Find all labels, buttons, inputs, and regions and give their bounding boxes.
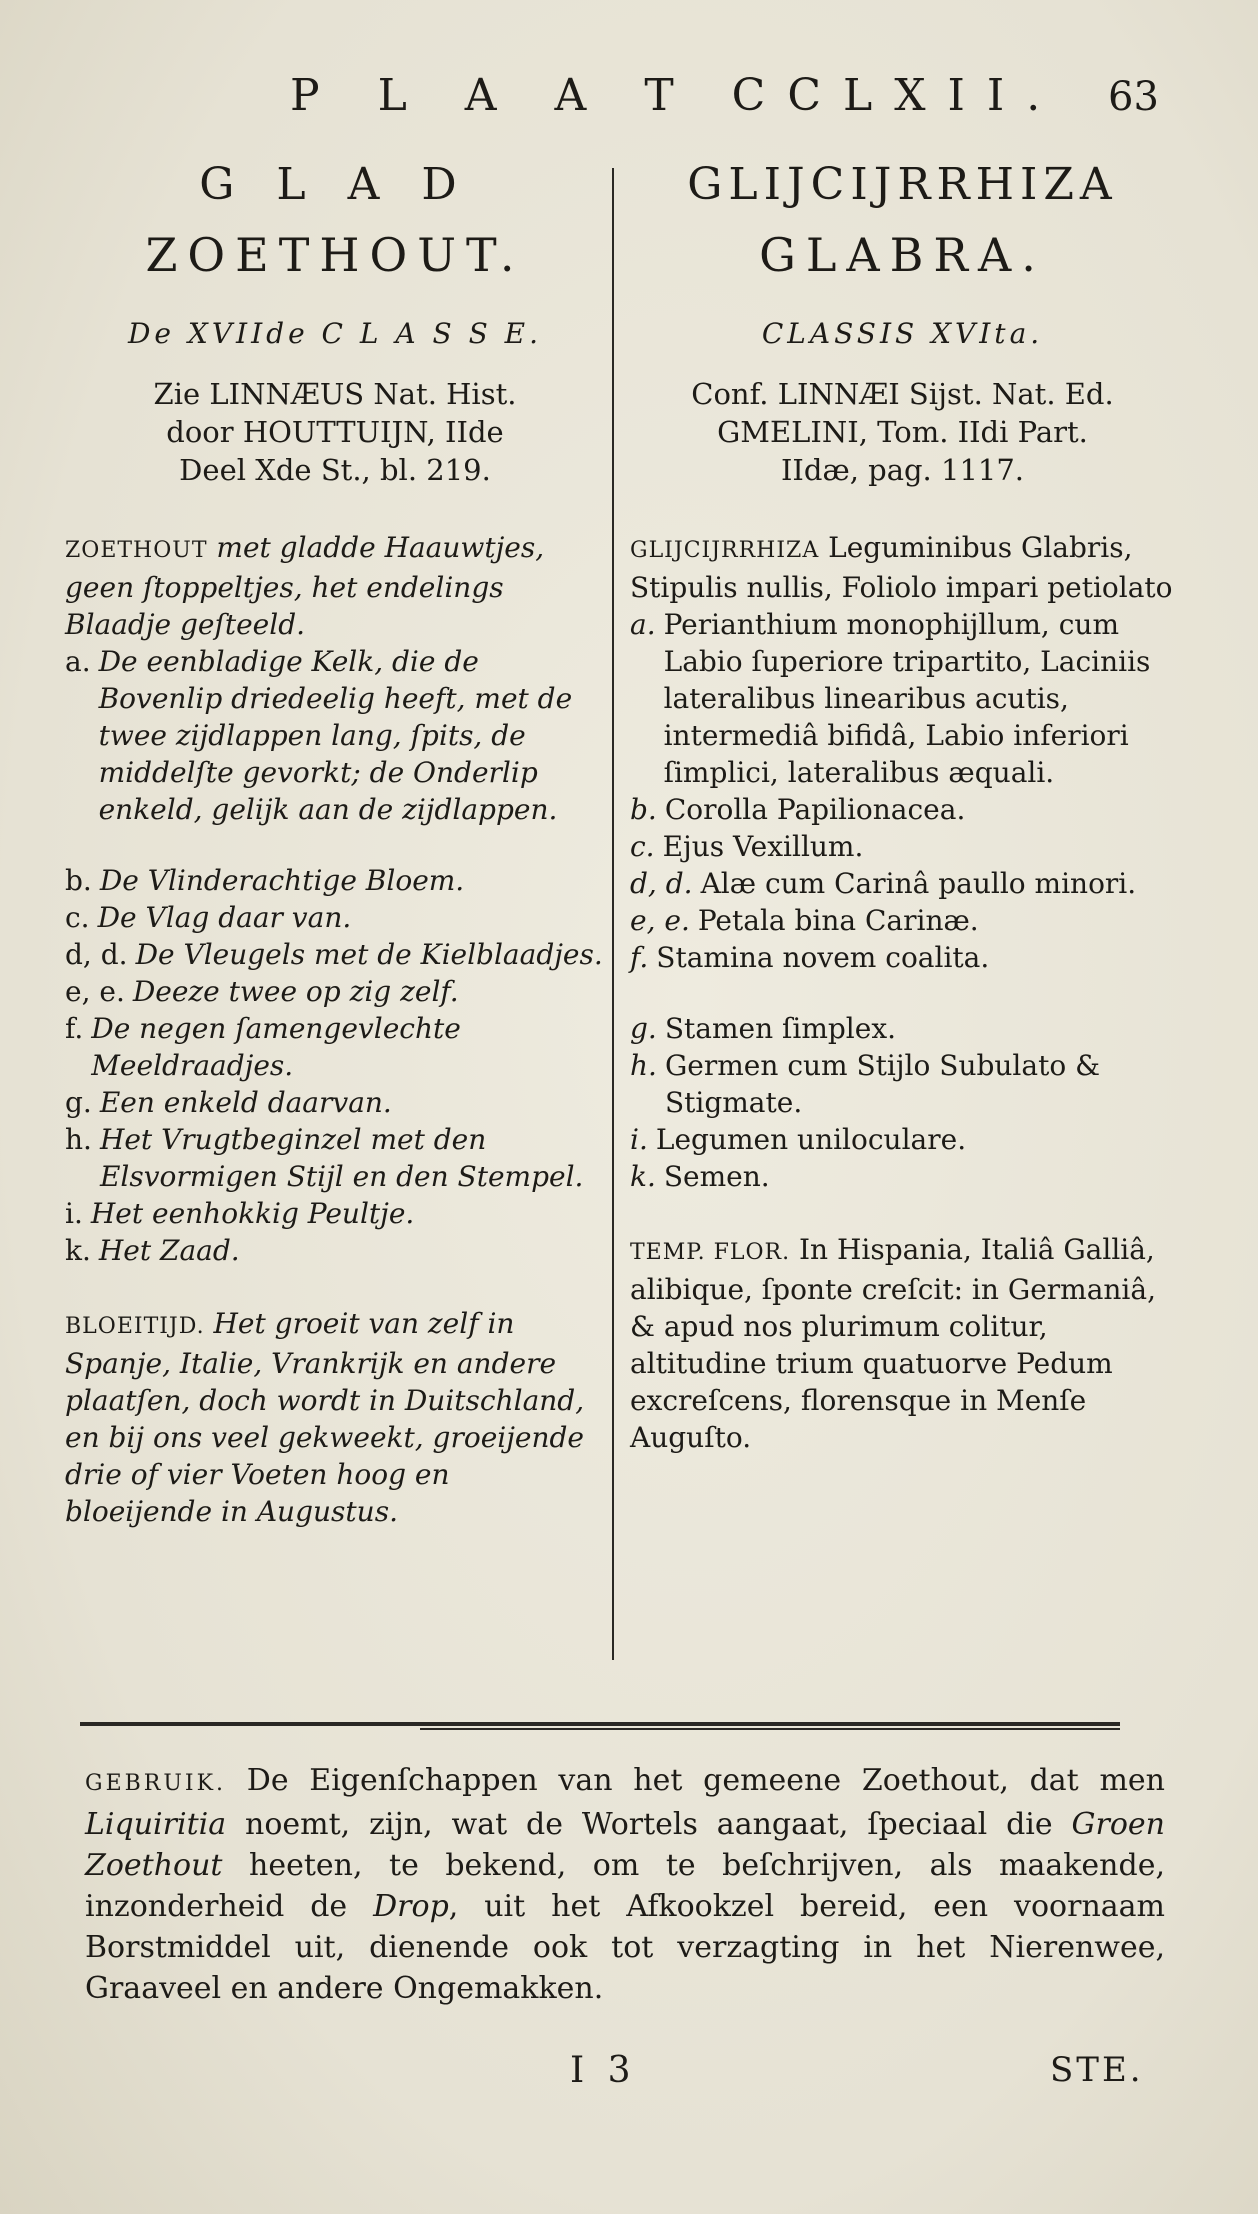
- item-label: d, d.: [630, 867, 693, 900]
- item-text: De negen ſamengevlechte Meeldraadjes.: [91, 1012, 461, 1082]
- item-label: e, e.: [630, 904, 690, 937]
- latin-intro-lead: GLIJCIJRRHIZA: [630, 538, 820, 563]
- latin-title-line1: GLIJCIJRRHIZA: [687, 159, 1118, 210]
- item-text: De Vleugels met de Kielblaadjes.: [135, 938, 603, 971]
- dutch-flowering-lead: BLOEITIJD.: [65, 1314, 205, 1339]
- item-label: i.: [630, 1123, 648, 1156]
- latin-item: [630, 865, 1175, 902]
- item-label: f.: [65, 1012, 84, 1045]
- latin-item: [630, 902, 1175, 939]
- item-text: Het eenhokkig Peultje.: [90, 1197, 415, 1230]
- latin-reference-line: Conf. LINNÆI Sijst. Nat. Ed.: [691, 377, 1114, 411]
- page-number: 63: [1108, 74, 1159, 120]
- dutch-reference: [65, 375, 605, 489]
- latin-reference: [630, 375, 1175, 489]
- dutch-item: [65, 1121, 605, 1195]
- latin-title-line2: GLABRA.: [759, 228, 1046, 282]
- item-label: i.: [65, 1197, 83, 1230]
- dutch-item: [65, 1232, 605, 1269]
- item-label: a.: [630, 608, 656, 641]
- item-text: Alæ cum Carinâ paullo minori.: [700, 867, 1137, 900]
- item-text: Legumen uniloculare.: [655, 1123, 967, 1156]
- latin-item: [630, 1158, 1175, 1195]
- section-rule-secondary: [420, 1728, 1120, 1730]
- item-label: b.: [630, 793, 657, 826]
- dutch-item-list: [65, 643, 605, 1269]
- item-label: f.: [630, 941, 649, 974]
- item-label: e, e.: [65, 975, 125, 1008]
- signature-mark: I 3: [570, 2050, 637, 2091]
- item-text: De Vlinderachtige Bloem.: [99, 864, 465, 897]
- item-label: k.: [630, 1160, 656, 1193]
- latin-reference-line: GMELINI, Tom. IIdi Part.: [717, 415, 1088, 449]
- item-text: Ejus Vexillum.: [662, 830, 864, 863]
- dutch-reference-line: Zie LINNÆUS Nat. Hist.: [153, 377, 517, 411]
- latin-description: [630, 529, 1175, 606]
- dutch-reference-line: Deel Xde St., bl. 219.: [179, 453, 491, 487]
- dutch-intro-lead: ZOETHOUT: [65, 538, 208, 563]
- item-label: h.: [630, 1049, 657, 1082]
- latin-flowering-lead: TEMP. FLOR.: [630, 1240, 791, 1265]
- item-text: Stamina novem coalita.: [656, 941, 990, 974]
- dutch-item: [65, 643, 605, 828]
- usage-text: noemt, zijn, wat de Wortels aangaat, ſpeciaal die: [245, 1807, 1053, 1842]
- latin-item: [630, 939, 1175, 976]
- latin-flowering: [630, 1231, 1175, 1456]
- latin-item: [630, 1010, 1175, 1047]
- latin-item: [630, 606, 1175, 791]
- dutch-title-line1: G L A D: [199, 159, 471, 210]
- dutch-column: [65, 155, 605, 1530]
- item-label: k.: [65, 1234, 91, 1267]
- dutch-item: [65, 936, 605, 973]
- latin-intro-text: Leguminibus Glabris, Stipulis nullis, Foliolo impari petiolato: [630, 531, 1173, 604]
- item-label: c.: [65, 901, 90, 934]
- item-text: Stamen ſimplex.: [664, 1012, 897, 1045]
- item-label: d, d.: [65, 938, 128, 971]
- latin-item: [630, 1047, 1175, 1121]
- item-text: Corolla Papilionacea.: [664, 793, 966, 826]
- dutch-intro-text: met gladde Haauwtjes, geen ſtoppeltjes, het endelings Blaadje geſteeld.: [65, 531, 545, 641]
- item-label: c.: [630, 830, 655, 863]
- usage-term: Groen Zoethout: [85, 1807, 1165, 1883]
- latin-item-list: [630, 606, 1175, 1195]
- usage-paragraph: [85, 1760, 1165, 2009]
- item-label: h.: [65, 1123, 92, 1156]
- dutch-title-line2: ZOETHOUT.: [145, 228, 525, 282]
- usage-text: , uit het Afkookzel bereid, een voornaam Borstmiddel uit, dienende ook tot verzagting in het Nierenwee, Graaveel en andere Ongemakken.: [85, 1889, 1166, 2006]
- item-text: Perianthium monophijllum, cum Labio ſuperiore tripartito, Laciniis lateralibus linearibus acutis, intermediâ bifidâ, Labio inferiori ſimplici, lateralibus æquali.: [663, 608, 1151, 789]
- item-text: De eenbladige Kelk, die de Bovenlip driedeelig heeft, met de twee zijdlappen lang, ſpits, de middelſte gevorkt; de Onderlip enkeld, gelijk aan de zijdlappen.: [98, 645, 573, 826]
- item-text: Germen cum Stijlo Subulato & Stigmate.: [664, 1049, 1101, 1119]
- column-divider: [612, 168, 614, 1660]
- item-label: g.: [630, 1012, 657, 1045]
- dutch-item: [65, 862, 605, 899]
- item-text: Petala bina Carinæ.: [697, 904, 979, 937]
- dutch-classis: De XVIIde C L A S S E.: [127, 317, 543, 350]
- item-text: De Vlag daar van.: [97, 901, 352, 934]
- item-text: Deeze twee op zig zelf.: [132, 975, 459, 1008]
- item-label: b.: [65, 864, 92, 897]
- item-text: Het Vrugtbeginzel met den Elsvormigen Stijl en den Stempel.: [99, 1123, 584, 1193]
- dutch-item: [65, 973, 605, 1010]
- usage-text: heeten, te bekend, om te beſchrijven, als maakende, inzonderheid de: [85, 1848, 1165, 1924]
- section-rule: [80, 1722, 1120, 1726]
- latin-reference-line: IIdæ, pag. 1117.: [780, 453, 1025, 487]
- latin-flowering-text: In Hispania, Italiâ Galliâ, alibique, ſponte creſcit: in Germaniâ, & apud nos plurimum colitur, altitudine trium quatuorve Pedum excreſcens, florensque in Menſe Auguſto.: [630, 1233, 1156, 1454]
- running-header: [0, 70, 1258, 130]
- item-text: Semen.: [663, 1160, 770, 1193]
- usage-lead: GEBRUIK.: [85, 1771, 227, 1796]
- dutch-item: [65, 1084, 605, 1121]
- dutch-item: [65, 899, 605, 936]
- usage-term: Drop: [373, 1889, 449, 1924]
- item-text: Het Zaad.: [98, 1234, 240, 1267]
- dutch-flowering-text: Het groeit van zelf in Spanje, Italie, Vrankrijk en andere plaatſen, doch wordt in Duitschland, en bij ons veel gekweekt, groeijende drie of vier Voeten hoog en bloeijende in Augustus.: [65, 1307, 585, 1528]
- item-text: Een enkeld daarvan.: [99, 1086, 392, 1119]
- dutch-item: [65, 1010, 605, 1084]
- item-label: a.: [65, 645, 91, 678]
- latin-item: [630, 828, 1175, 865]
- catchword: STE.: [1050, 2050, 1144, 2090]
- latin-item: [630, 791, 1175, 828]
- latin-column: [630, 155, 1175, 1456]
- usage-term: Liquiritia: [85, 1807, 227, 1842]
- latin-item: [630, 1121, 1175, 1158]
- latin-classis: CLASSIS XVIta.: [761, 317, 1044, 350]
- usage-text: De Eigenſchappen van het gemeene Zoethout, dat men: [246, 1763, 1165, 1798]
- dutch-reference-line: door HOUTTUIJN, IIde: [166, 415, 504, 449]
- plate-title: P L A A T CCLXII.: [290, 70, 1063, 121]
- dutch-flowering: [65, 1305, 605, 1530]
- dutch-description: [65, 529, 605, 643]
- dutch-item: [65, 1195, 605, 1232]
- item-label: g.: [65, 1086, 92, 1119]
